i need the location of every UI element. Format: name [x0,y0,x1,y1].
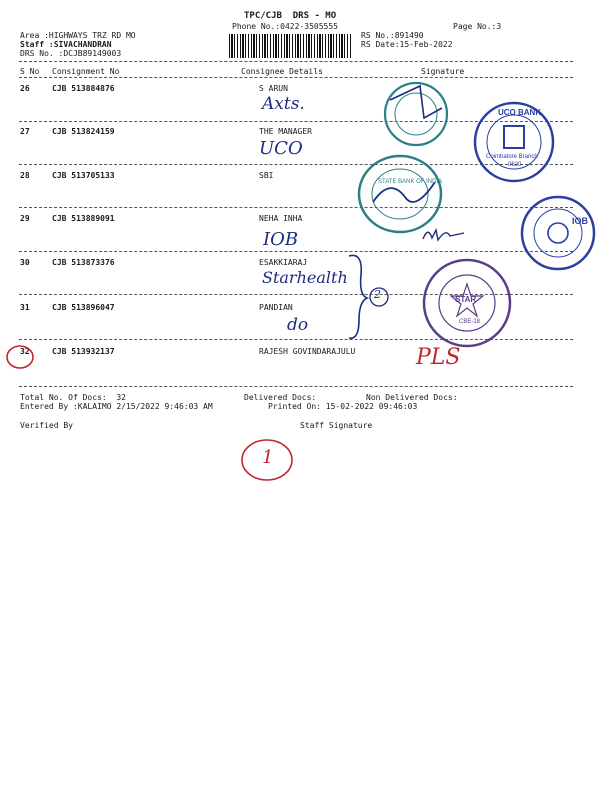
col-signature: Signature [421,67,465,76]
row-consignment: CJB 513824159 [52,127,115,136]
row-consignment: CJB 513705133 [52,171,115,180]
non-delivered-docs: Non Delivered Docs: [366,393,458,402]
phone-number: Phone No.:0422-3505555 [232,22,338,31]
table-row [0,214,600,224]
handwritten-signature: Starhealth [262,268,348,287]
row-consignee: SBI [259,171,274,180]
divider [19,386,573,387]
barcode [229,34,351,58]
row-consignment: CJB 513932137 [52,347,115,356]
rs-number: RS No.:891490 [361,31,424,40]
total-docs: Total No. Of Docs: 32 [20,393,126,402]
iob-stamp [518,193,598,273]
row-consignment: CJB 513889091 [52,214,115,223]
bank-seal-stamp [380,78,452,150]
handwritten-signature: IOB [263,229,299,250]
handwritten-signature: Axts. [262,94,305,114]
uco-stamp-title: UCO BANK [498,108,542,117]
page-number: Page No.:3 [453,22,502,31]
iob-stamp-text: IOB [572,216,589,226]
row-sno: 28 [20,171,30,180]
drs-number: DRS No. :DCJB89149003 [20,49,122,58]
sbi-stamp-text: STATE BANK OF INDIA [378,179,443,185]
uco-stamp-code: 0620 [508,162,522,168]
circled-one-label: 1 [262,447,274,468]
row-consignee: S ARUN [259,84,288,93]
staff-signature: Staff Signature [300,421,373,430]
handwritten-signature: UCO [259,138,303,159]
row-sno: 27 [20,127,30,136]
divider [19,251,573,252]
area-label: Area :HIGHWAYS TRZ RD MO [20,31,136,40]
divider [19,61,573,62]
handwritten-initials [420,224,466,246]
page-title: TPC/CJB DRS - MO [244,11,337,21]
row-consignee: THE MANAGER [259,127,312,136]
handwritten-signature: do [287,315,309,335]
uco-stamp-branch: Coimbatore Branch [486,154,538,160]
row-consignee: PANDIAN [259,303,293,312]
circled-two-label: 2 [374,288,381,301]
divider [19,207,573,208]
row-sno: 29 [20,214,30,223]
rs-date: RS Date:15-Feb-2022 [361,40,453,49]
row-consignee: RAJESH GOVINDARAJULU [259,347,356,356]
row-sno: 31 [20,303,30,312]
row-consignment: CJB 513873376 [52,258,115,267]
star-stamp-sub: CBE-18 [459,319,481,325]
verified-by: Verified By [20,421,73,430]
delivered-docs: Delivered Docs: [244,393,317,402]
row-consignee: NEHA INHA [259,214,303,223]
entered-by: Entered By :KALAIMO 2/15/2022 9:46:03 AM [20,402,213,411]
col-consignee: Consignee Details [241,67,323,76]
staff-label: Staff :SIVACHANDRAN [20,40,112,49]
handwritten-signature: PLS [416,345,461,370]
row-consignment: CJB 513896047 [52,303,115,312]
printed-on: Printed On: 15-02-2022 09:46:03 [268,402,418,411]
divider [19,77,573,78]
red-circle-mark [4,343,36,371]
row-consignee: ESAKKIARAJ [259,258,308,267]
col-sno: S No [20,67,40,76]
row-sno: 32 [20,347,30,356]
row-sno: 30 [20,258,30,267]
row-consignment: CJB 513884876 [52,84,115,93]
col-consignment: Consignment No [52,67,120,76]
star-stamp-inner: STAR [455,295,477,304]
table-row [0,84,600,94]
row-sno: 26 [20,84,30,93]
